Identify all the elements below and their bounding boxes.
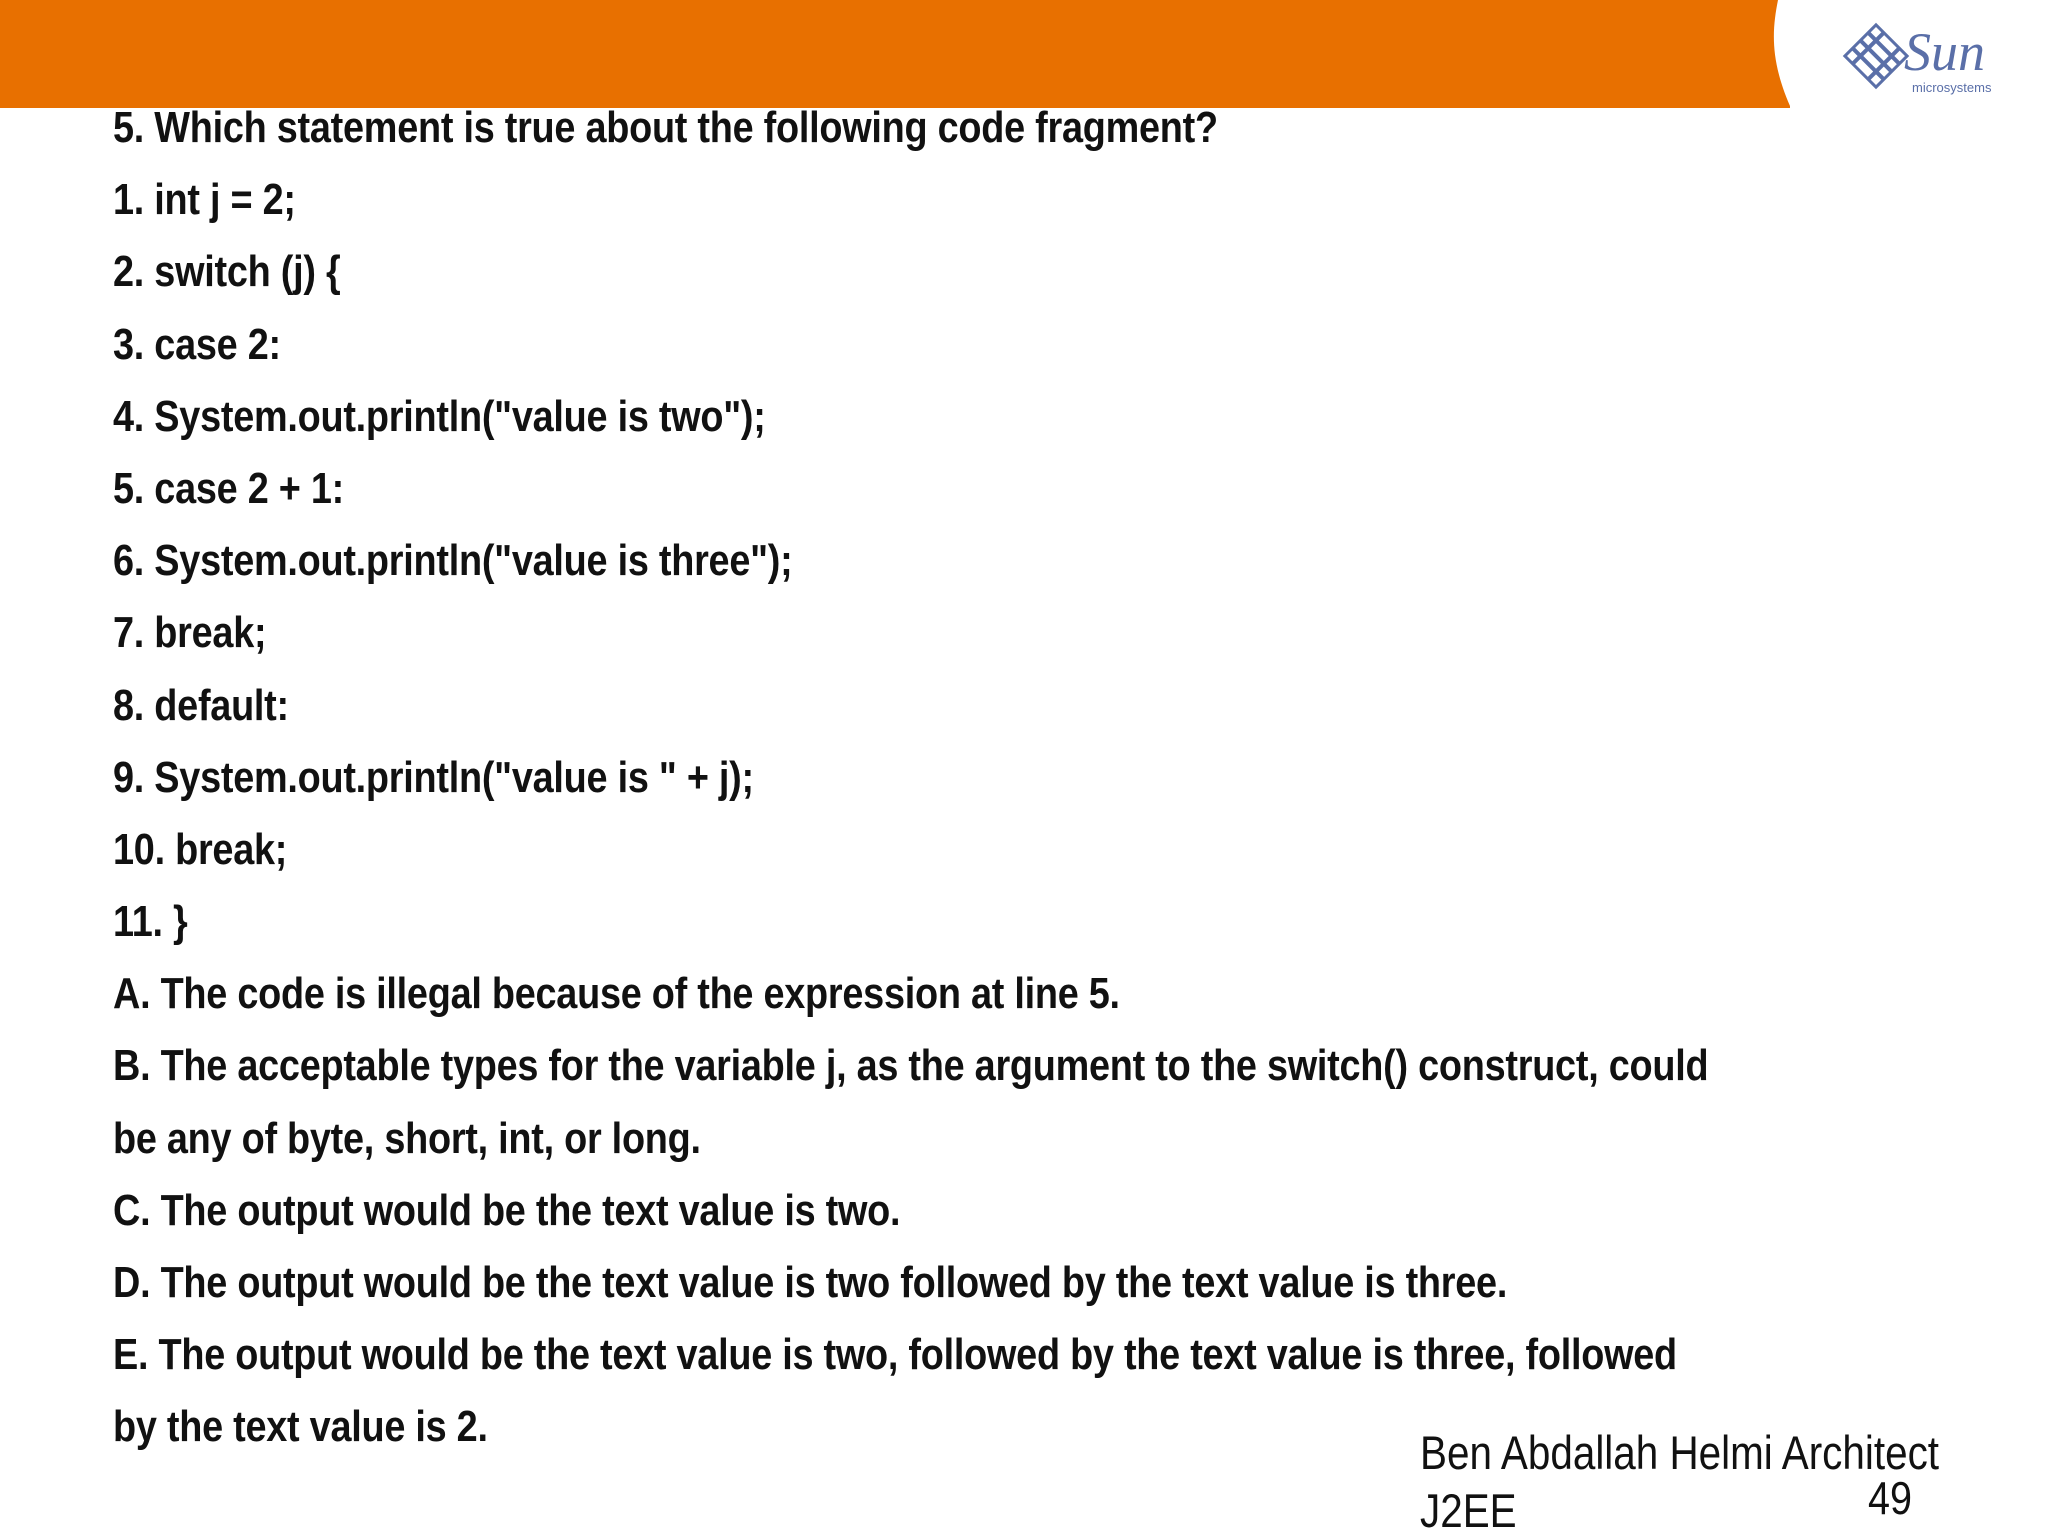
answer-option-e: E. The output would be the text value is two, followed by the text value is three, followed — [113, 1330, 1677, 1380]
page-number: 49 — [1868, 1472, 1913, 1524]
footer-author — [1420, 1424, 1940, 1536]
answer-option-c: C. The output would be the text value is two. — [113, 1185, 901, 1235]
code-line: 6. System.out.println("value is three"); — [113, 536, 793, 586]
code-line: 1. int j = 2; — [113, 175, 296, 225]
footer-author-subtitle: J2EE — [1420, 1484, 1517, 1536]
code-line: 7. break; — [113, 608, 267, 658]
code-line: 4. System.out.println("value is two"); — [113, 391, 766, 441]
code-line: 9. System.out.println("value is " + j); — [113, 752, 754, 802]
sun-logo-text: Sun — [1904, 22, 1985, 82]
answer-option-b: B. The acceptable types for the variable j, as the argument to the switch() construct, could — [113, 1041, 1709, 1091]
answer-option-a: A. The code is illegal because of the expression at line 5. — [113, 969, 1120, 1019]
sun-logo-subtext: microsystems — [1912, 80, 1992, 95]
code-line: 10. break; — [113, 824, 288, 874]
answer-option-e-continued: by the text value is 2. — [113, 1402, 488, 1452]
sun-diamond-icon — [1845, 25, 1907, 87]
code-line: 3. case 2: — [113, 319, 281, 369]
code-line: 5. case 2 + 1: — [113, 463, 344, 513]
slide-content — [113, 92, 1973, 1464]
answer-option-d: D. The output would be the text value is two followed by the text value is three. — [113, 1258, 1508, 1307]
code-line: 11. } — [113, 897, 188, 947]
footer-author-name: Ben Abdallah Helmi Architect — [1420, 1426, 1940, 1479]
answer-option-b-continued: be any of byte, short, int, or long. — [113, 1113, 701, 1163]
question-title: 5. Which statement is true about the following code fragment? — [113, 103, 1218, 152]
code-line: 8. default: — [113, 680, 289, 730]
code-line: 2. switch (j) { — [113, 247, 341, 297]
